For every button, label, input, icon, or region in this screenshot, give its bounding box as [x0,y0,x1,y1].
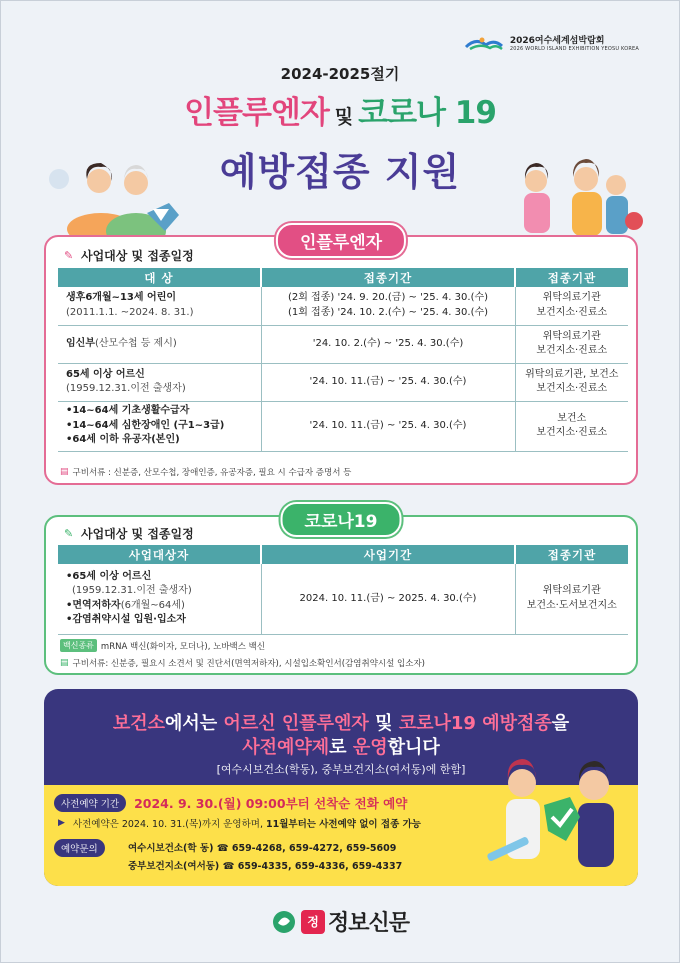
vaccine-type-note [60,639,265,652]
target-bullet: •면역저하자 [66,599,121,611]
table-header-row [58,268,628,287]
headline-flu: 인플루엔자 [184,95,329,131]
table-row [58,363,628,401]
headline-and: 및 [334,106,353,128]
syringe-icon: ✎ [64,248,74,262]
target-bullet: •65세 이상 어르신 [66,570,152,582]
vaccine-type-text: mRNA 백신(화이자, 모더나), 노바백스 백신 [100,641,266,652]
table-header-row [58,545,628,564]
island-logo-icon [464,35,504,51]
reservation-note [73,816,421,830]
headline [1,87,679,132]
banner-text: 합니다 [387,737,440,758]
season-label: 2024-2025절기 [280,65,400,83]
table-row [58,287,628,325]
expo-logo [464,33,639,52]
target-bullet: •64세 이하 유공자(본인) [66,434,180,446]
table-row [58,401,628,451]
banner-text: 로 [329,737,353,758]
period-line: '24. 10. 11.(금) ~ '25. 4. 30.(수) [309,375,467,387]
contact-line: 중부보건지소(여서동) ☎ 659-4335, 659-4336, 659-4337 [128,861,403,872]
reservation-info-panel [44,785,638,886]
institution-line: 보건소 [557,412,587,424]
period-line: '24. 10. 11.(금) ~ '25. 4. 30.(수) [309,419,467,431]
institution-line: 보건지소·진료소 [536,306,608,318]
target-sub: (2011.1.1. ~2024. 8. 31.) [66,306,194,318]
document-icon: ▤ [60,658,69,668]
brand-box-icon: 정 [301,910,325,934]
flu-schedule-table [58,268,628,452]
period-line: (2회 접종) '24. 9. 20.(금) ~ '25. 4. 30.(수) [287,292,489,304]
footer-brand-text [301,906,409,937]
covid-docs-text: 구비서류: 신분증, 필요시 소견서 및 진단서(면역저하자), 시설입소확인서(감염취약시설 입소자) [72,659,425,669]
target-sub: (1959.12.31.이전 출생자) [66,383,186,394]
target-main: 65세 이상 어르신 [66,368,145,380]
institution-line: 보건지소·진료소 [536,383,608,394]
flu-section-title: 사업대상 및 접종일정 [81,249,194,263]
target-bullet: •14~64세 심한장애인 (구1~3급) [66,419,225,431]
column-header: 대 상 [58,268,261,287]
period-line: (1회 접종) '24. 10. 2.(수) ~ '25. 4. 30.(수) [287,306,489,318]
banner-text: 사전예약제 [242,737,330,758]
flu-docs-note [60,466,351,478]
reservation-period-badge: 사전예약 기간 [54,794,126,812]
flu-docs-text: 구비서류 : 신분증, 산모수첩, 장애인증, 유공자증, 필요 시 수급자 증명서 등 [72,468,352,478]
leaf-logo-icon [271,909,297,935]
covid-docs-note [60,657,425,669]
banner-text: 어르신 인플루엔자 [223,713,369,734]
column-header: 접종기관 [515,545,628,564]
column-header: 접종기간 [261,268,515,287]
triangle-bullet-icon: ▶ [58,818,65,828]
column-header: 사업대상자 [58,545,261,564]
reservation-period-row [54,794,407,812]
note-text-bold: 11월부터는 사전예약 없이 접종 가능 [266,819,421,830]
target-main: 임신부 [66,337,95,349]
column-header: 사업기간 [261,545,515,564]
banner-text: 운영 [352,737,388,758]
note-text: 사전예약은 2024. 10. 31.(목)까지 운영하며, [72,819,266,830]
table-row [58,564,628,634]
banner-scope: [여수시보건소(학동), 중부보건지소(여서동)에 한함] [216,763,466,776]
target-sub: (1959.12.31.이전 출생자) [72,585,192,597]
covid-section-title: 사업대상 및 접종일정 [81,527,194,541]
footer-brand [1,906,679,937]
medical-staff-illustration [482,745,632,885]
flu-section [44,235,638,485]
elderly-couple-illustration [41,151,191,241]
banner-headline-1 [44,709,638,735]
institution-line: 위탁의료기관, 보건소 [525,368,619,380]
table-row [58,325,628,363]
institution-line: 위탁의료기관 [542,585,601,597]
contact-badge: 예약문의 [54,839,105,857]
banner-text: 보건소 [112,713,165,734]
target-main: 생후6개월~13세 어린이 [66,292,177,304]
target-note: (산모수첩 등 제시) [94,337,177,349]
target-bullet: •14~64세 기초생활수급자 [66,405,190,417]
target-note: (6개월~64세) [120,599,185,611]
banner-text: 및 [368,713,399,734]
headline-covid: 코로나 19 [358,95,496,131]
logo-subtitle: 2026 WORLD ISLAND EXHIBITION YEOSU KOREA [509,46,639,52]
banner-text: 코로나19 예방접종 [398,713,552,734]
institution-line: 위탁의료기관 [542,330,601,342]
document-icon: ▤ [60,467,69,477]
reservation-period-text: 2024. 9. 30.(월) 09:00부터 선착순 전화 예약 [134,796,408,811]
family-illustration [506,149,651,239]
banner-text: 에서는 [165,713,224,734]
banner-text: 을 [551,713,570,734]
reservation-banner [44,689,638,886]
reservation-note-row [58,816,421,830]
institution-line: 보건지소·진료소 [536,427,608,438]
flu-badge: 인플루엔자 [276,223,406,258]
logo-title: 2026여수세계섬박람회 [509,36,605,46]
covid-section [44,512,638,675]
covid-badge: 코로나19 [281,502,402,537]
flu-section-header [64,247,194,264]
period-line: '24. 10. 2.(수) ~ '25. 4. 30.(수) [312,337,464,349]
institution-line: 보건지소·진료소 [536,345,608,356]
syringe-icon: ✎ [64,526,74,540]
column-header: 접종기관 [515,268,628,287]
vaccine-type-tag: 백신종류 [60,639,97,652]
covid-schedule-table [58,545,628,635]
page-title: 예방접종 지원 [219,150,461,194]
contact-row [54,839,105,857]
period-line: 2024. 10. 11.(금) ~ 2025. 4. 30.(수) [299,592,477,604]
target-bullet: •감염취약시설 입원·입소자 [66,614,186,626]
brand-name: 정보신문 [327,911,409,936]
institution-line: 위탁의료기관 [542,292,601,304]
covid-section-header [64,525,194,542]
contact-line: 여수시보건소(학 동) ☎ 659-4268, 659-4272, 659-5609 [128,843,397,854]
institution-line: 보건소·도서보건지소 [526,599,617,611]
